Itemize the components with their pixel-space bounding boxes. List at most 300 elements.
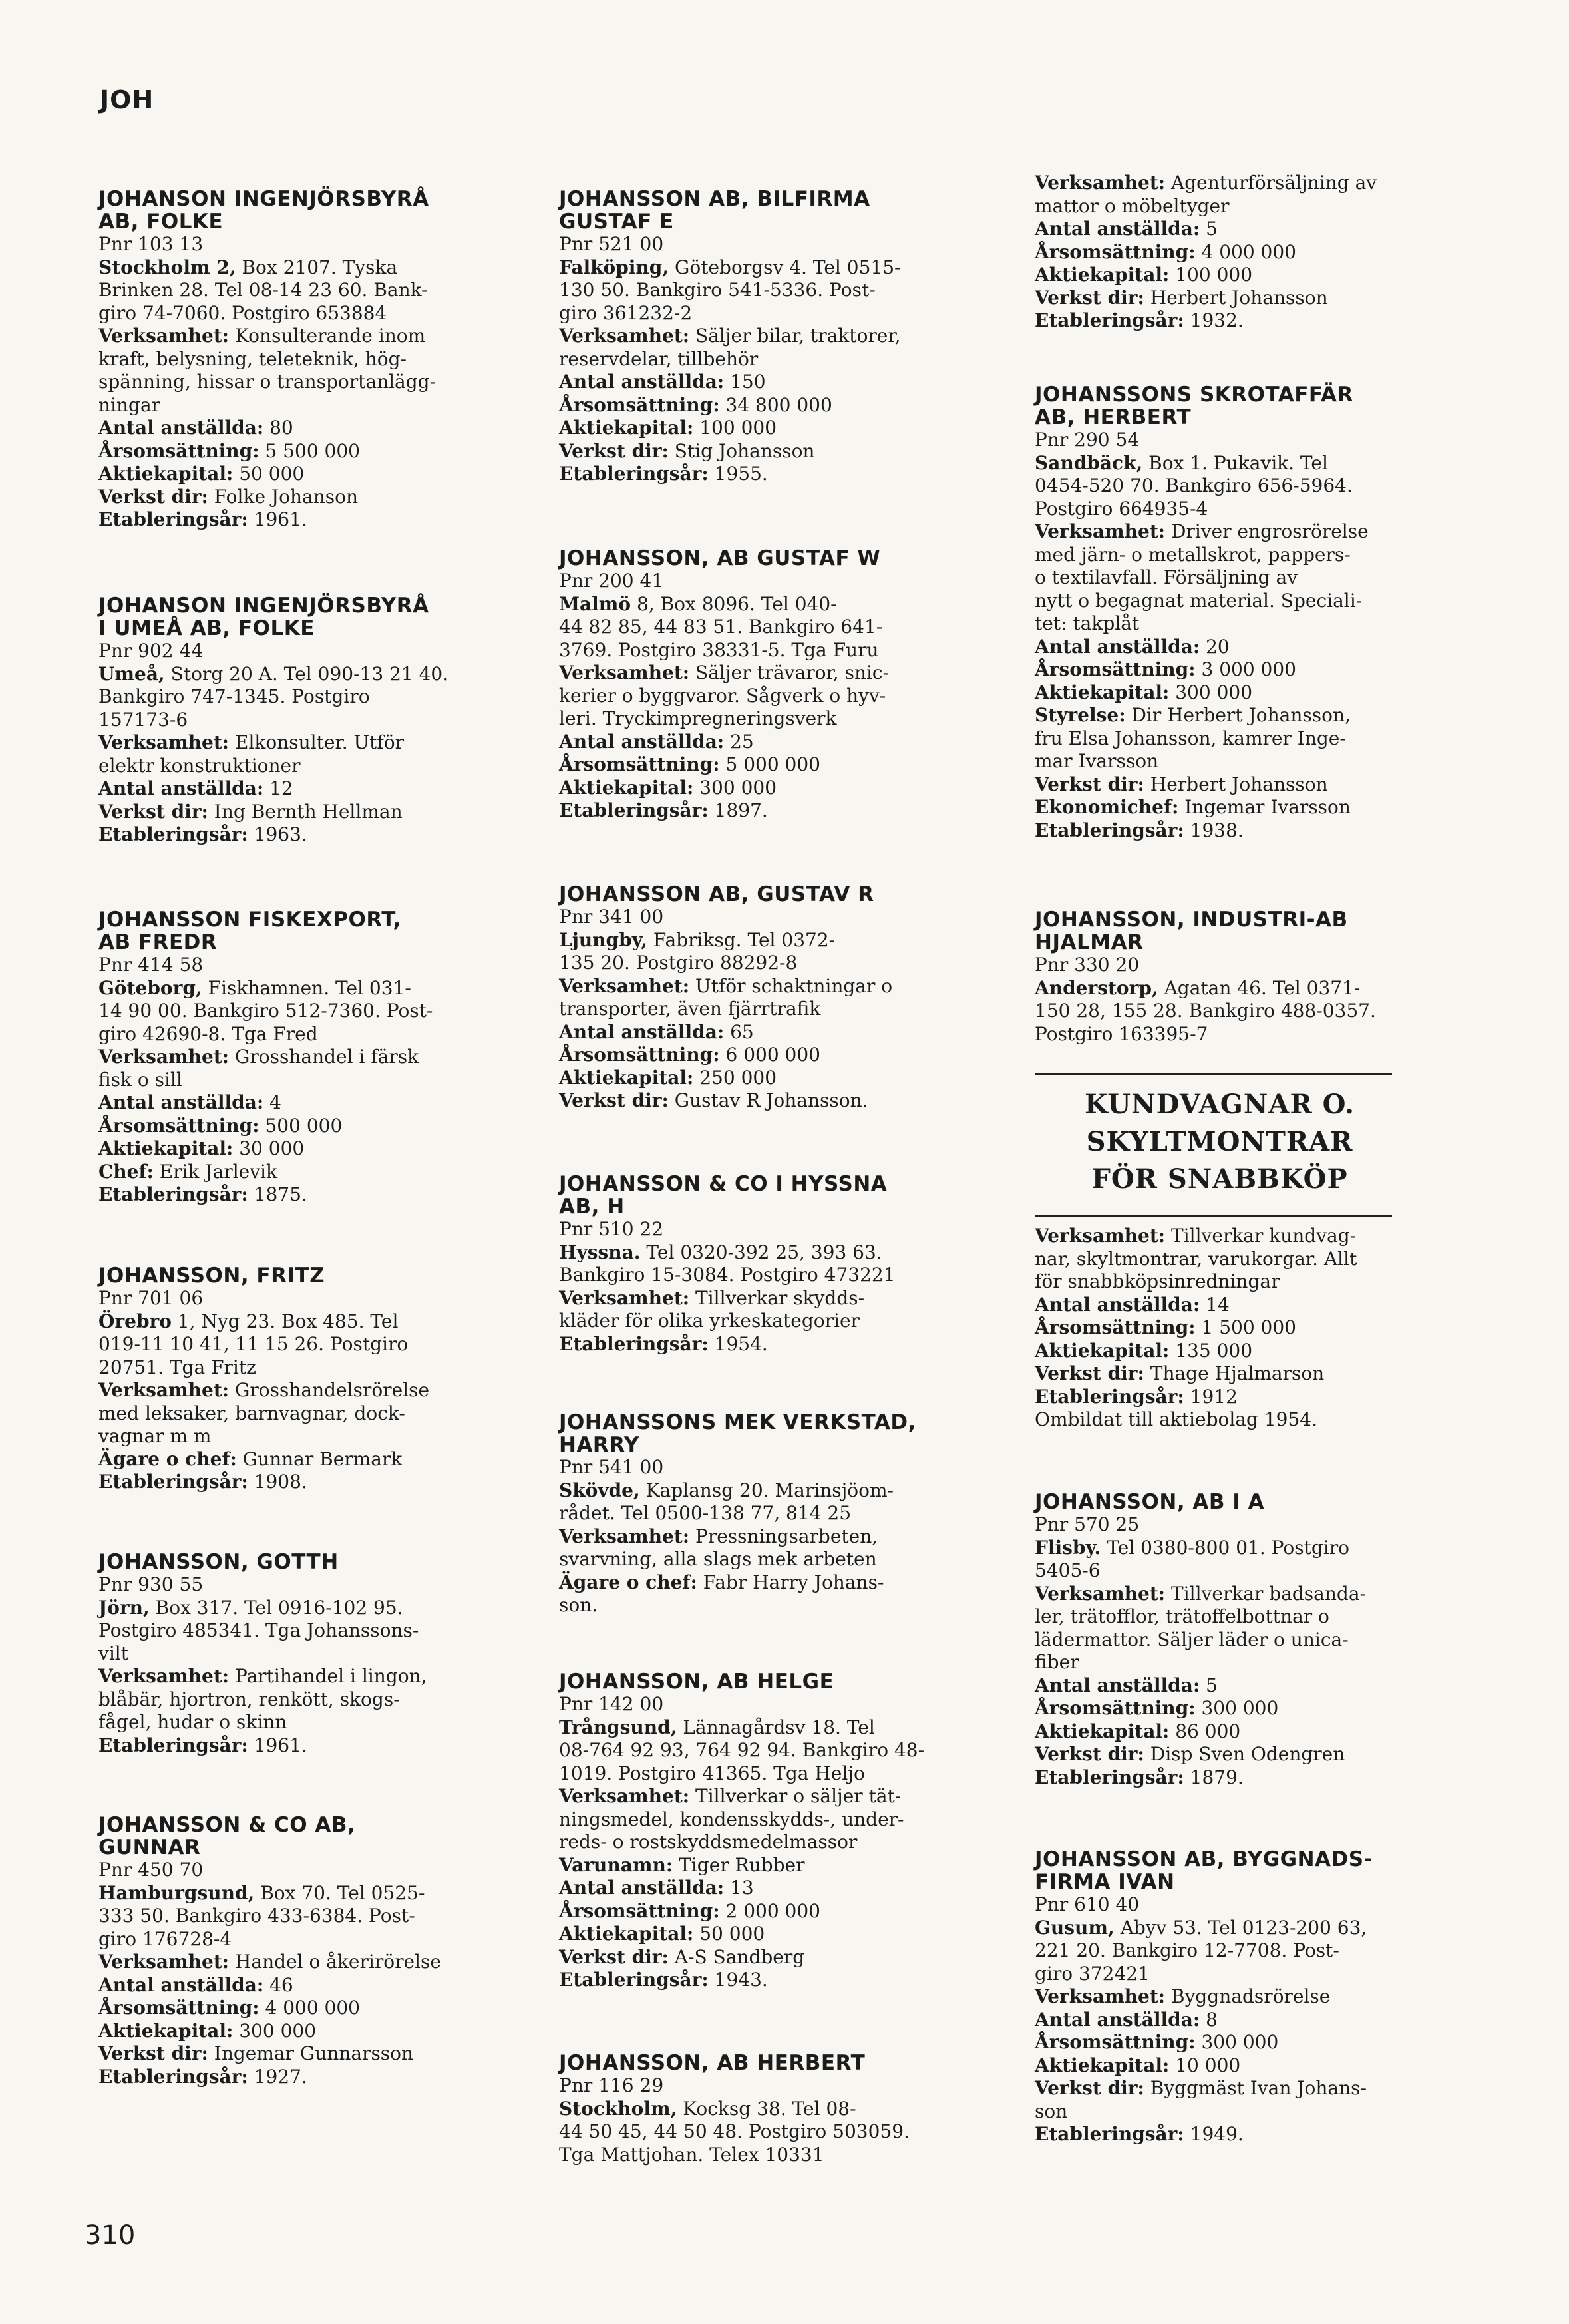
detail-line <box>559 1089 958 1113</box>
detail-label: Verksamhet: <box>98 1046 230 1067</box>
detail-value: ler, trätofflor, trätoffelbottnar o <box>1035 1605 1329 1627</box>
detail-value: 44 50 45, 44 50 48. Postgiro 503059. <box>559 2120 910 2142</box>
detail-value: 1908. <box>248 1471 307 1493</box>
detail-value: ningsmedel, kondensskydds-, under- <box>559 1808 904 1830</box>
detail-value: Pnr 930 55 <box>98 1573 204 1595</box>
company-details <box>1035 1225 1434 1432</box>
detail-value: Brinken 28. Tel 08-14 23 60. Bank- <box>98 279 428 301</box>
company-details <box>559 1218 958 1356</box>
detail-line <box>559 1969 958 1992</box>
detail-value: Tel 0320-392 25, 393 63. <box>640 1241 882 1263</box>
detail-line <box>1035 1743 1434 1766</box>
detail-label: Verkst dir: <box>98 485 208 508</box>
detail-label: Skövde, <box>559 1479 640 1501</box>
detail-value: Grosshandel i färsk <box>229 1046 419 1067</box>
detail-value: 50 000 <box>233 463 305 484</box>
company-name-line: JOHANSSON AB, BYGGNADS- <box>1035 1847 1373 1871</box>
detail-line <box>1035 1408 1434 1432</box>
detail-line <box>559 1762 958 1786</box>
detail-label: Verksamhet: <box>559 325 690 347</box>
detail-value: Gustav R Johansson. <box>668 1089 868 1111</box>
detail-line <box>98 1665 498 1688</box>
detail-label: Göteborg, <box>98 976 202 999</box>
detail-value: Fiskhamnen. Tel 031- <box>202 976 411 999</box>
detail-value: 135 000 <box>1169 1339 1253 1362</box>
company-name-line: AB, H <box>559 1195 625 1219</box>
detail-line <box>98 977 498 1000</box>
detail-value: Utför schaktningar o <box>689 974 893 997</box>
detail-value: fiber <box>1035 1651 1079 1673</box>
detail-value: Tga Mattjohan. Telex 10331 <box>559 2143 824 2166</box>
detail-value: Pnr 103 13 <box>98 233 204 255</box>
detail-label: Ägare o chef: <box>559 1571 697 1593</box>
detail-value: 25 <box>724 730 754 753</box>
company-details <box>98 1859 498 2088</box>
detail-value: mattor o möbeltyger <box>1035 194 1230 217</box>
detail-label: Antal anställda: <box>559 1877 725 1899</box>
detail-value: Säljer bilar, traktorer, <box>689 325 901 347</box>
detail-value: 10 000 <box>1169 2054 1241 2076</box>
detail-value: 80 <box>263 417 293 439</box>
detail-label: Etableringsår: <box>98 1183 248 1205</box>
detail-label: Verkst dir: <box>559 1945 669 1968</box>
detail-value: giro 176728-4 <box>98 1927 232 1950</box>
detail-line <box>1035 172 1434 195</box>
detail-value: 5 000 000 <box>719 753 820 775</box>
detail-value: Tillverkar o säljer tät- <box>689 1785 902 1807</box>
detail-line <box>1035 1766 1434 1790</box>
detail-label: Etableringsår: <box>1035 309 1184 331</box>
detail-value: 333 50. Bankgiro 433-6384. Post- <box>98 1905 415 1927</box>
detail-line <box>1035 1583 1434 1606</box>
detail-label: Etableringsår: <box>1035 2123 1184 2145</box>
detail-value: 135 20. Postgiro 88292-8 <box>559 952 798 974</box>
detail-value: Partihandel i lingon, <box>229 1665 427 1687</box>
detail-line <box>559 325 958 348</box>
detail-value: 1897. <box>708 799 768 821</box>
company-entry <box>1035 1848 1434 2146</box>
detail-value: för snabbköpsinredningar <box>1035 1270 1280 1292</box>
company-entry <box>98 908 498 1207</box>
detail-value: blåbär, hjortron, renkött, skogs- <box>98 1688 400 1710</box>
company-entry <box>1035 1225 1434 1432</box>
detail-value: 2 000 000 <box>719 1899 820 1922</box>
detail-line <box>1035 954 1434 977</box>
company-name <box>98 1551 498 1573</box>
detail-line <box>1035 977 1434 1000</box>
company-details <box>98 640 498 847</box>
detail-value: Elkonsulter. Utför <box>229 731 405 753</box>
company-name <box>559 188 958 233</box>
detail-label: Antal anställda: <box>98 417 264 439</box>
detail-line <box>559 593 958 616</box>
detail-line <box>559 707 958 731</box>
detail-line <box>559 1044 958 1067</box>
detail-value: Fabr Harry Johans- <box>697 1571 884 1593</box>
detail-line <box>1035 1651 1434 1674</box>
detail-line <box>559 1831 958 1854</box>
detail-value: Box 1. Pukavik. Tel <box>1142 451 1328 474</box>
ad-heading-line: FÖR SNABBKÖP <box>1091 1163 1348 1195</box>
detail-line <box>559 906 958 929</box>
company-entry <box>559 883 958 1113</box>
company-name <box>1035 908 1434 954</box>
detail-label: Årsomsättning: <box>1035 658 1196 680</box>
detail-line <box>559 417 958 440</box>
detail-label: Verkst dir: <box>1035 1362 1144 1384</box>
detail-value: leri. Tryckimpregneringsverk <box>559 707 837 729</box>
detail-line <box>98 1402 498 1426</box>
detail-value: 3 000 000 <box>1195 658 1296 680</box>
detail-value: Tel 0380-800 01. Postgiro <box>1101 1536 1349 1559</box>
detail-line <box>559 394 958 417</box>
detail-value: Tillverkar skydds- <box>689 1286 865 1309</box>
detail-label: Aktiekapital: <box>98 2019 234 2042</box>
detail-label: Årsomsättning: <box>1035 240 1196 263</box>
detail-value: giro 361232-2 <box>559 301 693 324</box>
detail-line <box>1035 1270 1434 1294</box>
detail-value: 1879. <box>1184 1766 1244 1788</box>
company-entry <box>1035 908 1434 1046</box>
detail-line <box>98 2042 498 2066</box>
detail-line <box>98 731 498 755</box>
detail-line <box>98 2066 498 2089</box>
detail-value: Tiger Rubber <box>673 1853 805 1876</box>
detail-label: Ägare o chef: <box>98 1448 237 1470</box>
detail-value: 1875. <box>248 1183 307 1205</box>
detail-label: Hamburgsund, <box>98 1881 255 1904</box>
detail-label: Etableringsår: <box>1035 819 1184 841</box>
detail-line <box>98 371 498 394</box>
detail-value: Herbert Johansson <box>1144 773 1328 795</box>
detail-label: Styrelse: <box>1035 704 1126 726</box>
company-name-line: GUNNAR <box>98 1836 201 1859</box>
detail-label: Verksamhet: <box>559 1286 690 1309</box>
ad-heading <box>1020 1086 1419 1198</box>
detail-line <box>559 463 958 486</box>
detail-line <box>1035 773 1434 797</box>
detail-line <box>98 1183 498 1207</box>
detail-label: Verkst dir: <box>1035 286 1144 309</box>
company-entry <box>98 1264 498 1494</box>
detail-line <box>98 1310 498 1334</box>
company-details <box>559 1456 958 1617</box>
detail-label: Verkst dir: <box>98 800 208 823</box>
detail-line <box>98 417 498 440</box>
detail-label: Aktiekapital: <box>1035 2054 1170 2076</box>
detail-value: 13 <box>724 1877 754 1899</box>
detail-value: Göteborgsv 4. Tel 0515- <box>669 256 901 278</box>
company-details <box>1035 429 1434 842</box>
detail-line <box>98 801 498 824</box>
detail-value: 65 <box>724 1020 754 1043</box>
detail-value: fisk o sill <box>98 1068 182 1091</box>
detail-value: 250 000 <box>693 1066 777 1089</box>
detail-value: Postgiro 163395-7 <box>1035 1022 1208 1045</box>
detail-value: o textilavfall. Försäljning av <box>1035 566 1298 588</box>
detail-line <box>98 1091 498 1115</box>
detail-line <box>98 1573 498 1597</box>
company-name <box>1035 1491 1434 1513</box>
company-entry <box>1035 383 1434 842</box>
detail-value: Pnr 521 00 <box>559 233 664 255</box>
detail-label: Årsomsättning: <box>1035 1316 1196 1338</box>
detail-line <box>559 1571 958 1595</box>
detail-value: Bankgiro 15-3084. Postgiro 473221 <box>559 1264 896 1286</box>
detail-label: Etableringsår: <box>98 508 248 530</box>
detail-line <box>559 1241 958 1264</box>
detail-line <box>1035 2031 1434 2054</box>
detail-value: Postgiro 485341. Tga Johanssons- <box>98 1619 419 1641</box>
detail-label: Verksamhet: <box>1035 1985 1166 2007</box>
detail-label: Antal anställda: <box>1035 218 1200 240</box>
detail-value: 08-764 92 93, 764 92 94. Bankgiro 48- <box>559 1739 925 1761</box>
company-name-line: JOHANSON INGENJÖRSBYRÅ <box>98 594 429 618</box>
company-name-line: JOHANSSON & CO AB, <box>98 1813 356 1837</box>
company-name-line: JOHANSSON, AB HERBERT <box>559 2051 866 2075</box>
company-details <box>559 2074 958 2166</box>
company-entry <box>98 188 498 532</box>
detail-value: tet: takplåt <box>1035 612 1140 634</box>
detail-line <box>1035 1674 1434 1698</box>
detail-line <box>559 1525 958 1549</box>
detail-value: Abyv 53. Tel 0123-200 63, <box>1114 1916 1367 1939</box>
detail-value: 86 000 <box>1169 1720 1241 1742</box>
company-name-line: FIRMA IVAN <box>1035 1870 1175 1894</box>
ad-top-rule <box>1035 1073 1392 1075</box>
detail-line <box>559 1333 958 1356</box>
company-name-line: JOHANSSON, AB I A <box>1035 1490 1265 1514</box>
detail-line <box>559 1923 958 1946</box>
detail-line <box>98 1287 498 1310</box>
detail-line <box>1035 1294 1434 1317</box>
detail-value: 300 000 <box>1195 2031 1279 2053</box>
company-name <box>559 1411 958 1456</box>
company-name-line: JOHANSSON, GOTTH <box>98 1550 339 1574</box>
detail-line <box>1035 1917 1434 1940</box>
detail-label: Hyssna. <box>559 1241 641 1263</box>
detail-value: Agatan 46. Tel 0371- <box>1158 976 1361 999</box>
company-name <box>559 547 958 570</box>
detail-line <box>1035 287 1434 310</box>
detail-line <box>1035 1386 1434 1409</box>
company-entry <box>559 1411 958 1617</box>
detail-value: 4 <box>263 1091 281 1113</box>
company-name-line: JOHANSON INGENJÖRSBYRÅ <box>98 187 429 211</box>
detail-label: Verksamhet: <box>98 325 230 347</box>
detail-line <box>559 2098 958 2121</box>
detail-value: 300 000 <box>233 2019 317 2042</box>
detail-value: 1961. <box>248 1734 307 1756</box>
company-details <box>98 1287 498 1494</box>
detail-line <box>98 1882 498 1905</box>
detail-label: Varunamn: <box>559 1853 673 1876</box>
detail-line <box>1035 544 1434 567</box>
detail-value: Storg 20 A. Tel 090-13 21 40. <box>164 662 449 685</box>
detail-line <box>1035 1985 1434 2009</box>
detail-label: Verksamhet: <box>559 1785 690 1807</box>
detail-label: Etableringsår: <box>98 2065 248 2088</box>
detail-line <box>98 394 498 417</box>
detail-value: ningar <box>98 393 161 416</box>
detail-label: Gusum, <box>1035 1916 1115 1939</box>
company-entry <box>559 188 958 486</box>
detail-value: 14 <box>1200 1293 1230 1316</box>
detail-line <box>559 1021 958 1044</box>
detail-line <box>559 1877 958 1900</box>
detail-label: Etableringsår: <box>1035 1766 1184 1788</box>
company-name <box>98 594 498 640</box>
company-name <box>1035 383 1434 429</box>
detail-value: Lännagårdsv 18. Tel <box>677 1716 875 1738</box>
company-name <box>98 1814 498 1859</box>
detail-value: Postgiro 664935-4 <box>1035 497 1208 520</box>
detail-value: Agenturförsäljning av <box>1165 172 1377 194</box>
company-details <box>1035 954 1434 1046</box>
detail-line <box>1035 498 1434 521</box>
company-name <box>98 188 498 233</box>
detail-line <box>98 463 498 486</box>
detail-label: Ljungby, <box>559 928 648 951</box>
detail-line <box>1035 1893 1434 1917</box>
detail-value: 019-11 10 41, 11 15 26. Postgiro <box>98 1333 409 1355</box>
detail-value: Pnr 330 20 <box>1035 954 1140 976</box>
detail-value: nar, skyltmontrar, varukorgar. Allt <box>1035 1247 1357 1270</box>
detail-line <box>559 2120 958 2144</box>
detail-value: 1912 <box>1184 1385 1238 1408</box>
detail-label: Aktiekapital: <box>559 417 694 439</box>
detail-label: Verkst dir: <box>1035 2077 1144 2099</box>
company-name <box>98 908 498 954</box>
detail-line <box>559 1739 958 1762</box>
company-entry <box>1035 172 1434 333</box>
detail-line <box>98 640 498 663</box>
detail-line <box>559 1479 958 1503</box>
detail-line <box>1035 218 1434 241</box>
detail-line <box>98 954 498 977</box>
company-name <box>559 2052 958 2074</box>
detail-line <box>1035 2077 1434 2100</box>
company-name-line: GUSTAF E <box>559 210 674 234</box>
detail-value: 44 82 85, 44 83 51. Bankgiro 641- <box>559 616 883 638</box>
detail-line <box>559 348 958 371</box>
detail-value: Pnr 116 29 <box>559 2074 664 2096</box>
detail-value: Dir Herbert Johansson, <box>1125 704 1351 726</box>
detail-line <box>98 279 498 302</box>
detail-line <box>1035 1605 1434 1629</box>
detail-label: Aktiekapital: <box>559 1066 694 1089</box>
company-details <box>98 954 498 1207</box>
detail-label: Verkst dir: <box>559 1089 669 1111</box>
detail-label: Trångsund, <box>559 1716 677 1738</box>
detail-value: 1932. <box>1184 309 1244 331</box>
detail-value: Folke Johanson <box>208 485 359 508</box>
detail-label: Verksamhet: <box>1035 1225 1166 1247</box>
detail-label: Antal anställda: <box>559 730 725 753</box>
detail-line <box>559 731 958 754</box>
detail-label: Verkst dir: <box>559 439 669 462</box>
detail-line <box>1035 1023 1434 1046</box>
detail-value: Kaplansg 20. Marinsjöom- <box>639 1479 894 1501</box>
company-name-line: JOHANSSON & CO I HYSSNA <box>559 1172 888 1196</box>
detail-line <box>98 1619 498 1643</box>
detail-line <box>559 1808 958 1832</box>
detail-label: Sandbäck, <box>1035 451 1143 474</box>
detail-label: Verkst dir: <box>98 2042 208 2064</box>
detail-line <box>559 1218 958 1241</box>
detail-line <box>1035 1000 1434 1023</box>
detail-label: Årsomsättning: <box>98 439 260 462</box>
detail-line <box>559 2074 958 2098</box>
company-name-line: AB, FOLKE <box>98 210 224 234</box>
detail-line <box>1035 1939 1434 1963</box>
detail-label: Antal anställda: <box>559 371 725 393</box>
detail-line <box>559 662 958 685</box>
detail-label: Verksamhet: <box>1035 520 1166 542</box>
detail-line <box>559 570 958 593</box>
detail-line <box>1035 2123 1434 2146</box>
detail-line <box>559 279 958 302</box>
detail-value: Stig Johansson <box>668 439 815 462</box>
detail-value: Ingemar Ivarsson <box>1178 796 1351 818</box>
detail-line <box>1035 658 1434 681</box>
detail-label: Verksamhet: <box>98 1665 230 1687</box>
detail-value: 3769. Postgiro 38331-5. Tga Furu <box>559 638 879 661</box>
detail-value: med järn- o metallskrot, pappers- <box>1035 543 1351 566</box>
detail-line <box>559 1594 958 1617</box>
detail-value: reds- o rostskyddsmedelmassor <box>559 1831 858 1853</box>
detail-value: Pnr 414 58 <box>98 954 204 976</box>
company-entry <box>559 1173 958 1356</box>
detail-line <box>1035 1720 1434 1744</box>
detail-line <box>98 1425 498 1448</box>
company-name-line: JOHANSSON AB, GUSTAV R <box>559 882 874 906</box>
detail-line <box>559 371 958 394</box>
detail-label: Aktiekapital: <box>1035 1339 1170 1362</box>
detail-value: transporter, även fjärrtrafik <box>559 998 821 1020</box>
detail-label: Årsomsättning: <box>1035 1697 1196 1719</box>
page-number: 310 <box>85 2220 136 2251</box>
detail-line <box>1035 590 1434 613</box>
detail-line <box>559 1946 958 1969</box>
detail-value: Tillverkar kundvag- <box>1165 1225 1357 1247</box>
detail-label: Årsomsättning: <box>559 1044 720 1065</box>
detail-value: 300 000 <box>693 776 777 799</box>
detail-line <box>98 1859 498 1882</box>
detail-line <box>98 1928 498 1951</box>
detail-line <box>559 256 958 280</box>
company-name-line: JOHANSSONS SKROTAFFÄR <box>1035 383 1353 407</box>
detail-value: fågel, hudar o skinn <box>98 1711 287 1733</box>
detail-value: kraft, belysning, teleteknik, hög- <box>98 347 407 370</box>
detail-value: giro 372421 <box>1035 1962 1150 1985</box>
detail-line <box>98 709 498 732</box>
detail-label: Årsomsättning: <box>1035 2031 1196 2053</box>
detail-value: 300 000 <box>1169 681 1253 703</box>
detail-value: 1927. <box>248 2065 307 2088</box>
detail-value: spänning, hissar o transportanlägg- <box>98 371 436 393</box>
detail-label: Antal anställda: <box>1035 1674 1200 1696</box>
detail-value: 5 <box>1200 218 1218 240</box>
company-details <box>98 233 498 532</box>
detail-label: Verksamhet: <box>559 662 690 683</box>
detail-line <box>559 1716 958 1740</box>
page-header: JOH <box>100 85 154 114</box>
detail-value: 130 50. Bankgiro 541-5336. Post- <box>559 279 876 301</box>
detail-label: Malmö <box>559 592 631 615</box>
detail-value: 1, Nyg 23. Box 485. Tel <box>171 1310 399 1332</box>
detail-value: Box 70. Tel 0525- <box>254 1881 425 1904</box>
